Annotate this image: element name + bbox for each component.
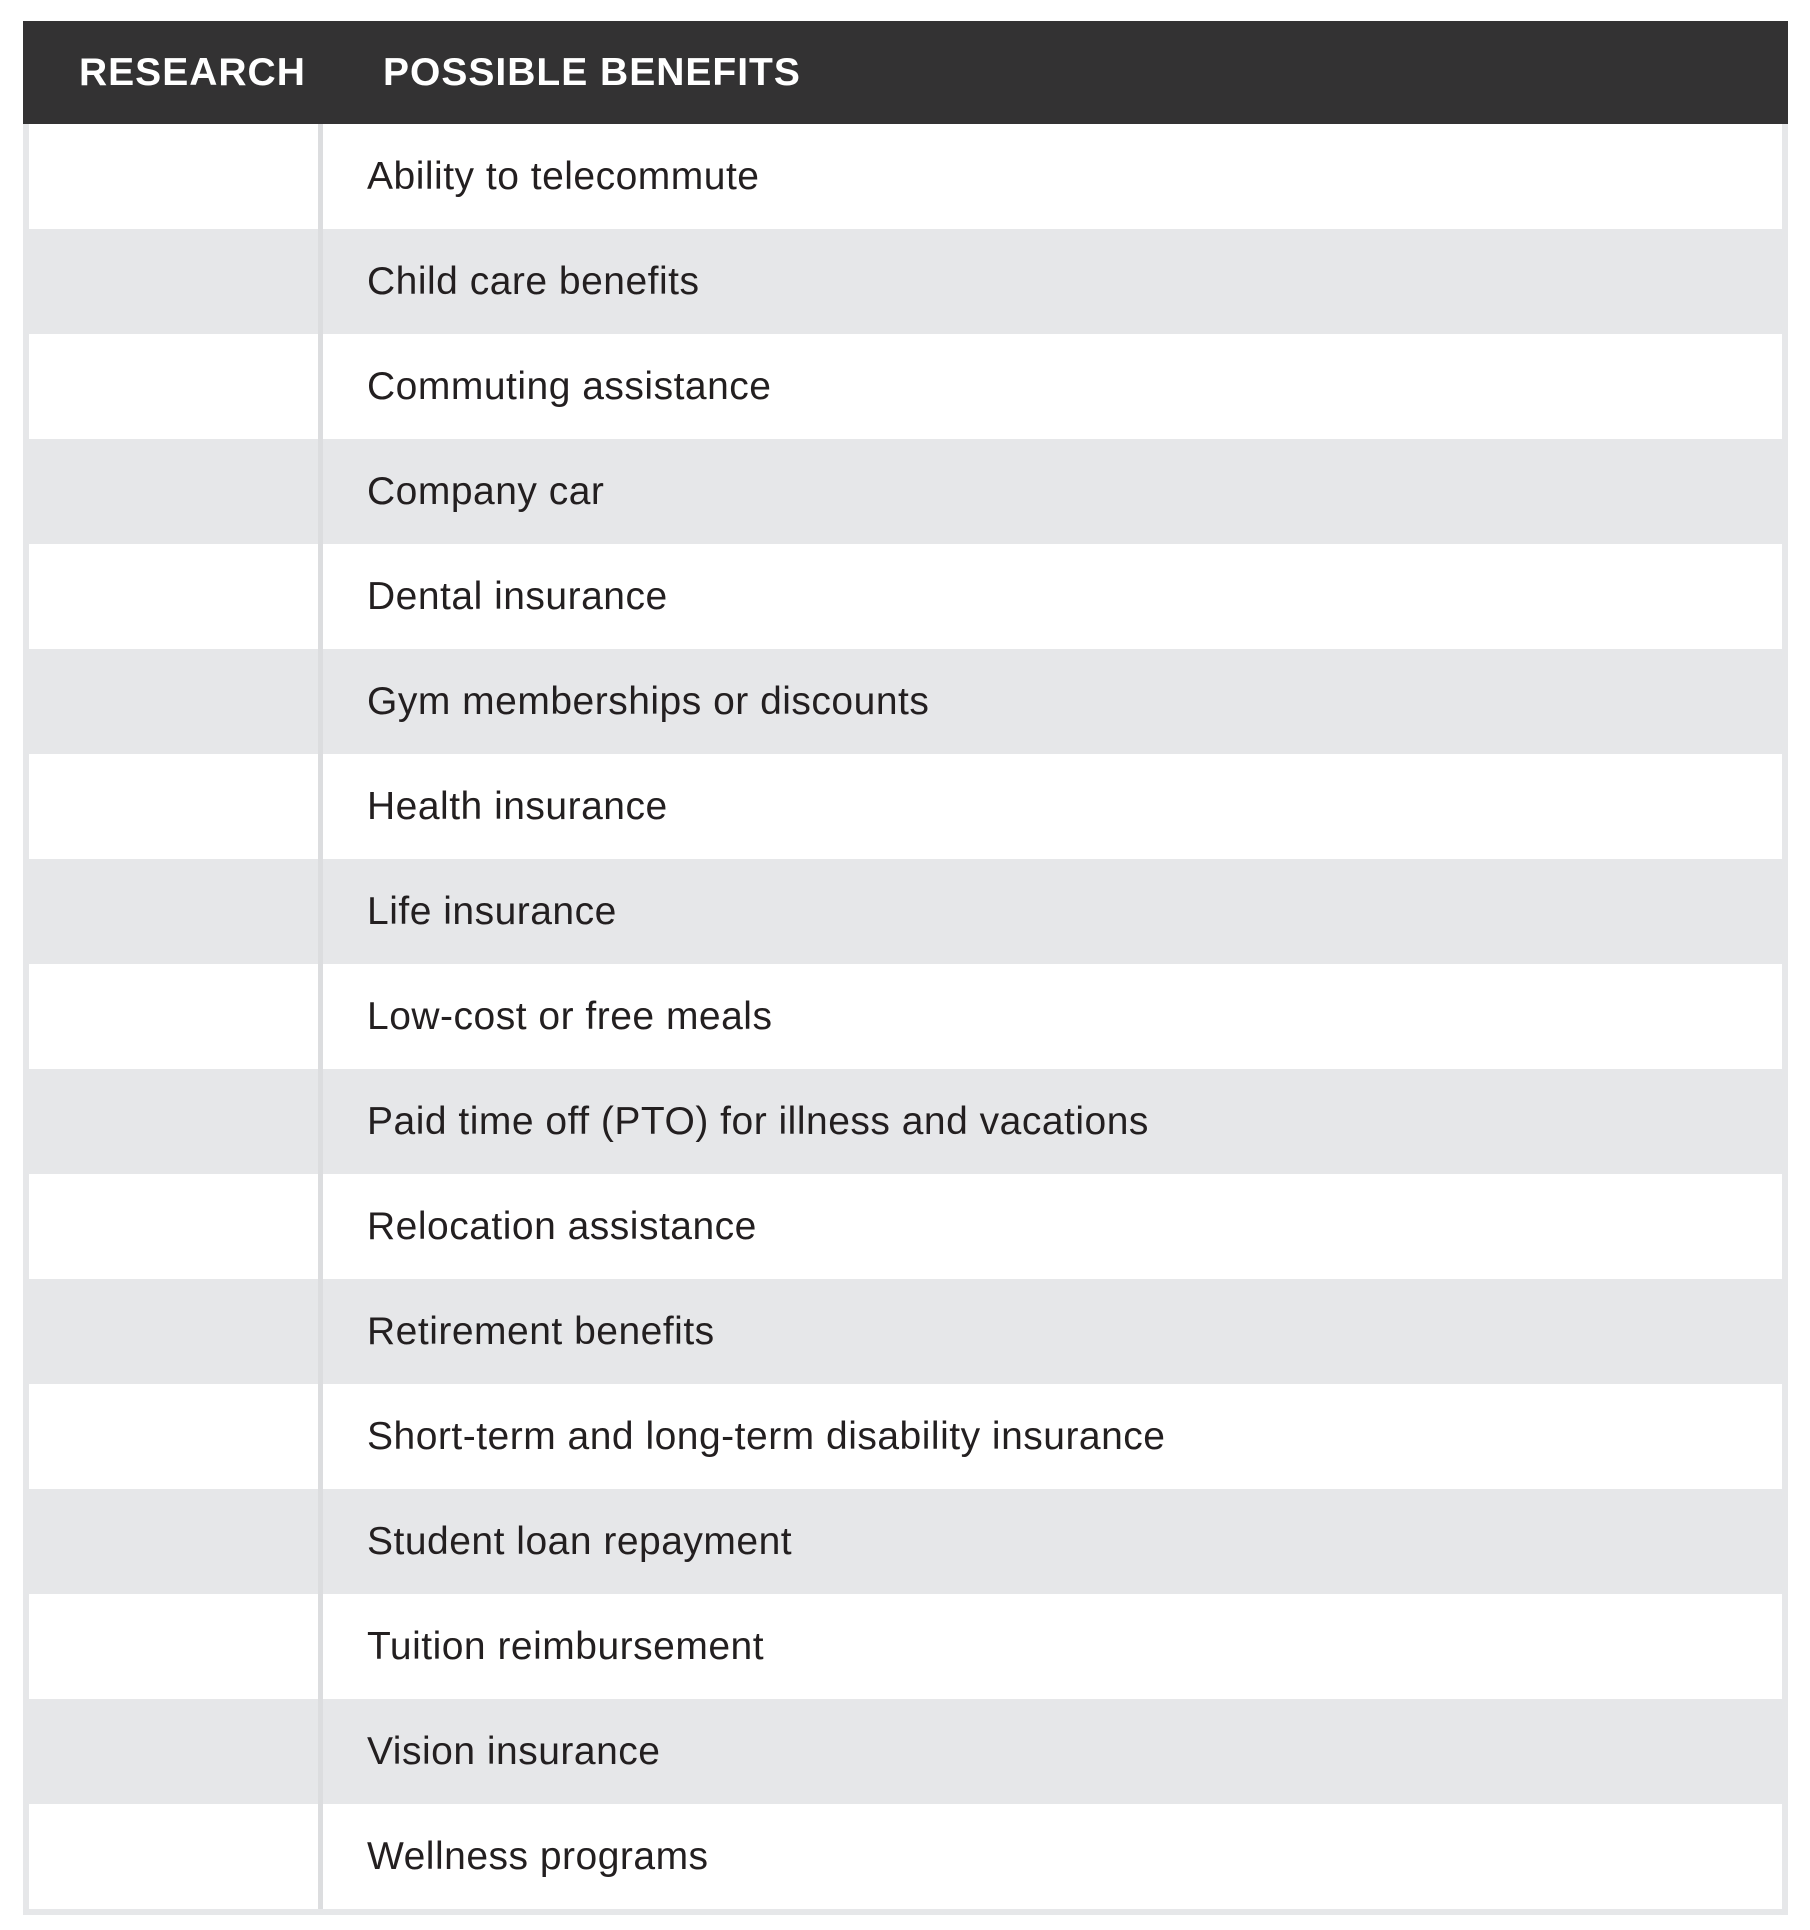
benefit-cell: Dental insurance bbox=[367, 574, 668, 618]
research-cell[interactable] bbox=[29, 1069, 323, 1174]
table-row bbox=[29, 334, 1782, 439]
research-cell[interactable] bbox=[29, 1699, 323, 1804]
benefit-cell: Life insurance bbox=[367, 889, 617, 933]
table-header bbox=[23, 21, 1788, 124]
table-row bbox=[29, 124, 1782, 229]
table-row bbox=[29, 229, 1782, 334]
research-cell[interactable] bbox=[29, 544, 323, 649]
benefit-cell: Health insurance bbox=[367, 784, 668, 828]
research-cell[interactable] bbox=[29, 859, 323, 964]
benefit-cell: Vision insurance bbox=[367, 1729, 661, 1773]
benefit-cell: Company car bbox=[367, 469, 605, 513]
table-row bbox=[29, 964, 1782, 1069]
table-row bbox=[29, 1384, 1782, 1489]
benefit-cell: Retirement benefits bbox=[367, 1309, 715, 1353]
table-row bbox=[29, 544, 1782, 649]
benefit-cell: Short-term and long-term disability insurance bbox=[367, 1414, 1166, 1458]
table-row bbox=[29, 1594, 1782, 1699]
table-row bbox=[29, 439, 1782, 544]
benefit-cell: Relocation assistance bbox=[367, 1204, 757, 1248]
research-cell[interactable] bbox=[29, 439, 323, 544]
table-row bbox=[29, 1804, 1782, 1909]
research-cell[interactable] bbox=[29, 1489, 323, 1594]
benefit-cell: Gym memberships or discounts bbox=[367, 679, 930, 723]
benefit-cell: Student loan repayment bbox=[367, 1519, 793, 1563]
header-research: RESEARCH bbox=[79, 50, 306, 94]
benefit-cell: Child care benefits bbox=[367, 259, 700, 303]
table-row bbox=[29, 1699, 1782, 1804]
table-row bbox=[29, 649, 1782, 754]
benefit-cell: Tuition reimbursement bbox=[367, 1624, 765, 1668]
benefit-cell: Paid time off (PTO) for illness and vacations bbox=[367, 1099, 1149, 1143]
table-row bbox=[29, 754, 1782, 859]
benefits-table bbox=[23, 21, 1788, 1915]
research-cell[interactable] bbox=[29, 334, 323, 439]
research-cell[interactable] bbox=[29, 229, 323, 334]
table-row bbox=[29, 1174, 1782, 1279]
research-cell[interactable] bbox=[29, 124, 323, 229]
table-row bbox=[29, 1069, 1782, 1174]
table-row bbox=[29, 1489, 1782, 1594]
benefit-cell: Wellness programs bbox=[367, 1834, 709, 1878]
benefit-cell: Ability to telecommute bbox=[367, 154, 760, 198]
research-cell[interactable] bbox=[29, 1384, 323, 1489]
research-cell[interactable] bbox=[29, 964, 323, 1069]
research-cell[interactable] bbox=[29, 1804, 323, 1909]
table-body bbox=[23, 124, 1788, 1915]
research-cell[interactable] bbox=[29, 649, 323, 754]
benefit-cell: Commuting assistance bbox=[367, 364, 772, 408]
research-cell[interactable] bbox=[29, 1174, 323, 1279]
table-row bbox=[29, 859, 1782, 964]
research-cell[interactable] bbox=[29, 1279, 323, 1384]
table-row bbox=[29, 1279, 1782, 1384]
research-cell[interactable] bbox=[29, 1594, 323, 1699]
research-cell[interactable] bbox=[29, 754, 323, 859]
benefit-cell: Low-cost or free meals bbox=[367, 994, 773, 1038]
header-possible-benefits: POSSIBLE BENEFITS bbox=[383, 50, 801, 94]
